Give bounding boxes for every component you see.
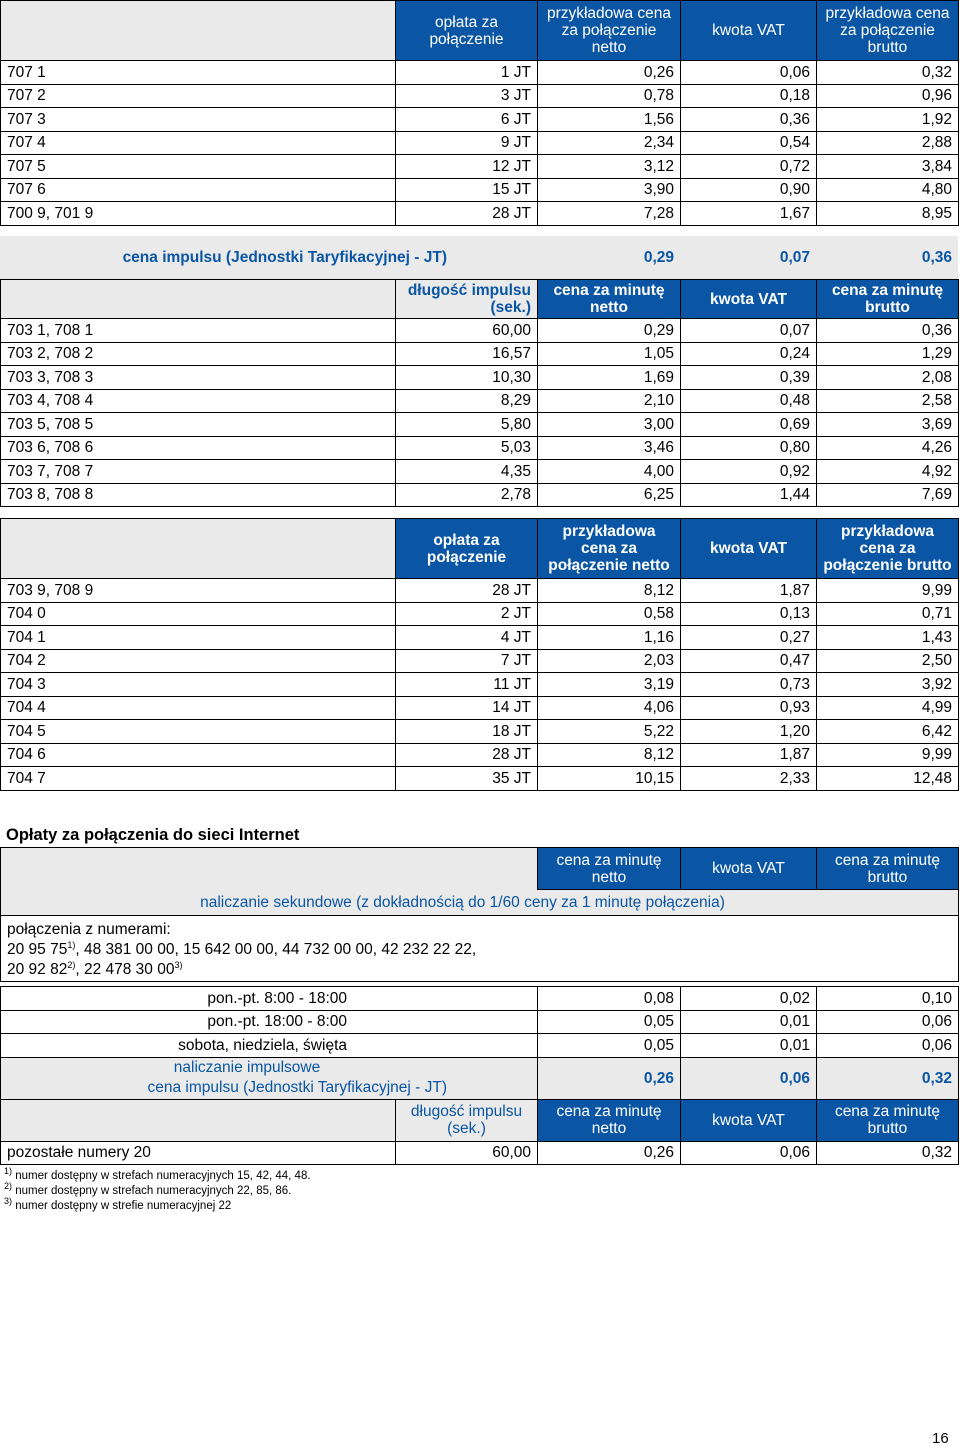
net-price: 2,03: [538, 649, 681, 673]
vat: 0,36: [681, 108, 817, 132]
table-row: [1, 178, 959, 202]
number-range: pozostałe numery 20: [1, 1141, 396, 1165]
header-blank: [1, 1099, 396, 1141]
header-net-minute-price: cena za minutę netto: [538, 848, 681, 890]
connection-fee: 9 JT: [396, 131, 538, 155]
gross-price: 1,92: [817, 108, 959, 132]
table-row: [1, 626, 959, 650]
gross-minute-price: 4,92: [817, 460, 959, 484]
vat: 0,01: [681, 1034, 817, 1058]
header-vat: kwota VAT: [681, 280, 817, 319]
header-connection-fee: opłata za połączenie: [396, 519, 538, 579]
impulse-price-vat: 0,07: [680, 236, 816, 279]
net-minute-price: 1,69: [538, 366, 681, 390]
header-net-price: przykładowa cena za połączenie netto: [538, 1, 681, 61]
header-vat: kwota VAT: [681, 519, 817, 579]
gross-price: 0,71: [817, 602, 959, 626]
connection-fee: 28 JT: [396, 202, 538, 226]
internet-impulse-gross: 0,32: [817, 1057, 959, 1099]
number: 703 6, 708 6: [1, 436, 396, 460]
header-blank: [1, 1, 396, 61]
gross-minute-price: 7,69: [817, 483, 959, 507]
internet-impulse-vat: 0,06: [681, 1057, 817, 1099]
number: 703 7, 708 7: [1, 460, 396, 484]
gross-price: 12,48: [817, 767, 959, 791]
seconds-billing-label: naliczanie sekundowe (z dokładnością do 1/60 ceny za 1 minutę połączenia): [1, 890, 959, 916]
connection-fee: 35 JT: [396, 767, 538, 791]
gross-price: 0,32: [817, 61, 959, 85]
period-row: [1, 1034, 959, 1058]
table-row: [1, 673, 959, 697]
vat: 2,33: [681, 767, 817, 791]
number: 704 4: [1, 696, 396, 720]
vat: 0,01: [681, 1010, 817, 1034]
gross-price: 3,84: [817, 155, 959, 179]
gross-price: 0,32: [817, 1141, 959, 1165]
header-vat: kwota VAT: [681, 848, 817, 890]
net-minute-price: 4,00: [538, 460, 681, 484]
gross-price: 2,88: [817, 131, 959, 155]
header-impulse-length: długość impulsu (sek.): [396, 1099, 538, 1141]
header-vat: kwota VAT: [681, 1, 817, 61]
numbers-line-2: 20 92 82$^{2)}$, 22 478 30 00$^{3)}$: [7, 959, 183, 978]
gross-price: 8,95: [817, 202, 959, 226]
impulse-length: 2,78: [396, 483, 538, 507]
table-per-minute-703-708: [0, 279, 959, 507]
gross-price: 4,99: [817, 696, 959, 720]
connection-fee: 12 JT: [396, 155, 538, 179]
number: 707 1: [1, 61, 396, 85]
vat: 0,07: [681, 319, 817, 343]
table-impulse-charges-703-704: [0, 518, 959, 791]
impulse-length: 60,00: [396, 319, 538, 343]
header-gross-minute-price: cena za minutę brutto: [817, 848, 959, 890]
table-row: [1, 720, 959, 744]
table-row: [1, 84, 959, 108]
number: 704 5: [1, 720, 396, 744]
table-body: [1, 61, 959, 226]
net-minute-price: 1,05: [538, 342, 681, 366]
header-net-price: przykładowa cena za połączenie netto: [538, 519, 681, 579]
table-row: [1, 696, 959, 720]
table-row: [1, 602, 959, 626]
table-row: [1, 483, 959, 507]
net-price: 7,28: [538, 202, 681, 226]
gross-minute-price: 4,26: [817, 436, 959, 460]
connection-fee: 18 JT: [396, 720, 538, 744]
internet-impulse-net: 0,26: [538, 1057, 681, 1099]
net-price: 0,26: [538, 1141, 681, 1165]
vat: 1,67: [681, 202, 817, 226]
net-price: 8,12: [538, 743, 681, 767]
vat: 0,06: [681, 1141, 817, 1165]
number: 703 8, 708 8: [1, 483, 396, 507]
number: 704 2: [1, 649, 396, 673]
number: 703 1, 708 1: [1, 319, 396, 343]
period-label: sobota, niedziela, święta: [1, 1034, 538, 1058]
gross-minute-price: 0,10: [817, 987, 959, 1011]
gross-minute-price: 0,06: [817, 1034, 959, 1058]
table-row: [1, 389, 959, 413]
header-net-minute-price: cena za minutę netto: [538, 280, 681, 319]
number: 703 9, 708 9: [1, 579, 396, 603]
vat: 0,92: [681, 460, 817, 484]
number: 704 1: [1, 626, 396, 650]
header-gross-price: przykładowa cena za połączenie brutto: [817, 519, 959, 579]
vat: 0,18: [681, 84, 817, 108]
vat: 1,44: [681, 483, 817, 507]
net-price: 3,90: [538, 178, 681, 202]
net-price: 2,34: [538, 131, 681, 155]
internet-section-title: Opłaty za połączenia do sieci Internet: [6, 826, 300, 844]
connection-fee: 3 JT: [396, 84, 538, 108]
impulse-price-net: 0,29: [537, 236, 680, 279]
gross-minute-price: 3,69: [817, 413, 959, 437]
numbers-cell: [1, 916, 681, 982]
gross-price: 1,43: [817, 626, 959, 650]
vat: 0,93: [681, 696, 817, 720]
connection-fee: 11 JT: [396, 673, 538, 697]
table-row: [1, 460, 959, 484]
gross-minute-price: 2,58: [817, 389, 959, 413]
number: 704 3: [1, 673, 396, 697]
vat: 0,06: [681, 61, 817, 85]
connection-fee: 28 JT: [396, 579, 538, 603]
period-row: [1, 1010, 959, 1034]
net-minute-price: 0,05: [538, 1010, 681, 1034]
table-row: [1, 155, 959, 179]
number: 707 2: [1, 84, 396, 108]
footnote-1: $^{1)}$ numer dostępny w strefach numeracyjnych 15, 42, 44, 48.: [4, 1166, 311, 1182]
table-body: [1, 319, 959, 507]
vat: 0,80: [681, 436, 817, 460]
impulse-length: 4,35: [396, 460, 538, 484]
period-row: [1, 987, 959, 1011]
net-price: 0,78: [538, 84, 681, 108]
gross-minute-price: 1,29: [817, 342, 959, 366]
connection-fee: 14 JT: [396, 696, 538, 720]
number: 707 4: [1, 131, 396, 155]
number: 703 5, 708 5: [1, 413, 396, 437]
vat: 0,90: [681, 178, 817, 202]
table-row: [1, 61, 959, 85]
gross-price: 3,92: [817, 673, 959, 697]
net-minute-price: 6,25: [538, 483, 681, 507]
connection-fee: 15 JT: [396, 178, 538, 202]
table-body: [1, 579, 959, 791]
number: 704 0: [1, 602, 396, 626]
net-price: 0,58: [538, 602, 681, 626]
table-row: [1, 579, 959, 603]
period-label: pon.-pt. 8:00 - 18:00: [1, 987, 538, 1011]
number: 704 7: [1, 767, 396, 791]
connection-fee: 2 JT: [396, 602, 538, 626]
table-row: [1, 131, 959, 155]
table-row: [1, 342, 959, 366]
net-price: 0,26: [538, 61, 681, 85]
impulse-billing-label: naliczanie impulsowe cena impulsu (Jednostki Taryfikacyjnej - JT): [1, 1057, 538, 1099]
header-connection-fee: opłata za połączenie: [396, 1, 538, 61]
table-row: [1, 1141, 959, 1165]
net-minute-price: 3,00: [538, 413, 681, 437]
header-blank: [1, 848, 538, 890]
footnote-2: $^{2)}$ numer dostępny w strefach numeracyjnych 22, 85, 86.: [4, 1181, 292, 1197]
header-gross-minute-price: cena za minutę brutto: [817, 1099, 959, 1141]
net-minute-price: 2,10: [538, 389, 681, 413]
impulse-length: 5,03: [396, 436, 538, 460]
vat: 0,24: [681, 342, 817, 366]
vat: 0,13: [681, 602, 817, 626]
gross-minute-price: 0,06: [817, 1010, 959, 1034]
net-minute-price: 0,08: [538, 987, 681, 1011]
gross-price: 9,99: [817, 743, 959, 767]
net-minute-price: 0,05: [538, 1034, 681, 1058]
header-gross-price: przykładowa cena za połączenie brutto: [817, 1, 959, 61]
gross-price: 4,80: [817, 178, 959, 202]
vat: 0,27: [681, 626, 817, 650]
impulse-length: 5,80: [396, 413, 538, 437]
vat: 0,73: [681, 673, 817, 697]
table-row: [1, 202, 959, 226]
header-impulse-length: długość impulsu (sek.): [396, 280, 538, 319]
numbers-label: połączenia z numerami:: [7, 921, 171, 938]
number: 707 5: [1, 155, 396, 179]
net-price: 1,16: [538, 626, 681, 650]
gross-minute-price: 2,08: [817, 366, 959, 390]
connection-fee: 7 JT: [396, 649, 538, 673]
table-row: [1, 319, 959, 343]
table-row: [1, 649, 959, 673]
number: 707 3: [1, 108, 396, 132]
vat: 0,02: [681, 987, 817, 1011]
vat: 1,87: [681, 743, 817, 767]
number: 700 9, 701 9: [1, 202, 396, 226]
vat: 0,69: [681, 413, 817, 437]
header-gross-minute-price: cena za minutę brutto: [817, 280, 959, 319]
net-price: 3,19: [538, 673, 681, 697]
vat: 1,20: [681, 720, 817, 744]
number: 703 4, 708 4: [1, 389, 396, 413]
vat: 0,47: [681, 649, 817, 673]
number: 704 6: [1, 743, 396, 767]
vat: 0,39: [681, 366, 817, 390]
net-price: 5,22: [538, 720, 681, 744]
footnote-3: $^{3)}$ numer dostępny w strefie numeracyjnej 22: [4, 1196, 232, 1212]
gross-price: 6,42: [817, 720, 959, 744]
vat: 0,54: [681, 131, 817, 155]
connection-fee: 1 JT: [396, 61, 538, 85]
net-minute-price: 3,46: [538, 436, 681, 460]
net-price: 3,12: [538, 155, 681, 179]
net-price: 1,56: [538, 108, 681, 132]
impulse-price-label: cena impulsu (Jednostki Taryfikacyjnej - JT): [0, 236, 537, 279]
net-price: 8,12: [538, 579, 681, 603]
number: 703 3, 708 3: [1, 366, 396, 390]
vat: 0,48: [681, 389, 817, 413]
header-blank: [1, 280, 396, 319]
connection-fee: 6 JT: [396, 108, 538, 132]
table-row: [1, 413, 959, 437]
number: 703 2, 708 2: [1, 342, 396, 366]
periods-body: [1, 987, 959, 1058]
vat: 0,72: [681, 155, 817, 179]
header-blank: [1, 519, 396, 579]
connection-fee: 28 JT: [396, 743, 538, 767]
table-internet-charges: [0, 847, 959, 1165]
table-row: [1, 436, 959, 460]
numbers-line-1: 20 95 75$^{1)}$, 48 381 00 00, 15 642 00 00, 44 732 00 00, 42 232 22 22,: [7, 939, 477, 958]
gross-price: 2,50: [817, 649, 959, 673]
table-row: [1, 767, 959, 791]
period-label: pon.-pt. 18:00 - 8:00: [1, 1010, 538, 1034]
table-header-row: [1, 1, 959, 61]
page-number: 16: [932, 1430, 949, 1447]
net-price: 4,06: [538, 696, 681, 720]
gross-price: 9,99: [817, 579, 959, 603]
connection-fee: 4 JT: [396, 626, 538, 650]
header-net-minute-price: cena za minutę netto: [538, 1099, 681, 1141]
table-row: [1, 743, 959, 767]
impulse-price-row: [0, 236, 958, 279]
table-impulse-charges-707: [0, 0, 959, 226]
table-row: [1, 108, 959, 132]
net-minute-price: 0,29: [538, 319, 681, 343]
net-price: 10,15: [538, 767, 681, 791]
header-vat: kwota VAT: [681, 1099, 817, 1141]
impulse-length: 8,29: [396, 389, 538, 413]
vat: 1,87: [681, 579, 817, 603]
impulse-length: 16,57: [396, 342, 538, 366]
table-row: [1, 366, 959, 390]
impulse-length: 10,30: [396, 366, 538, 390]
gross-price: 0,96: [817, 84, 959, 108]
gross-minute-price: 0,36: [817, 319, 959, 343]
impulse-length: 60,00: [396, 1141, 538, 1165]
number: 707 6: [1, 178, 396, 202]
impulse-price-gross: 0,36: [816, 236, 958, 279]
